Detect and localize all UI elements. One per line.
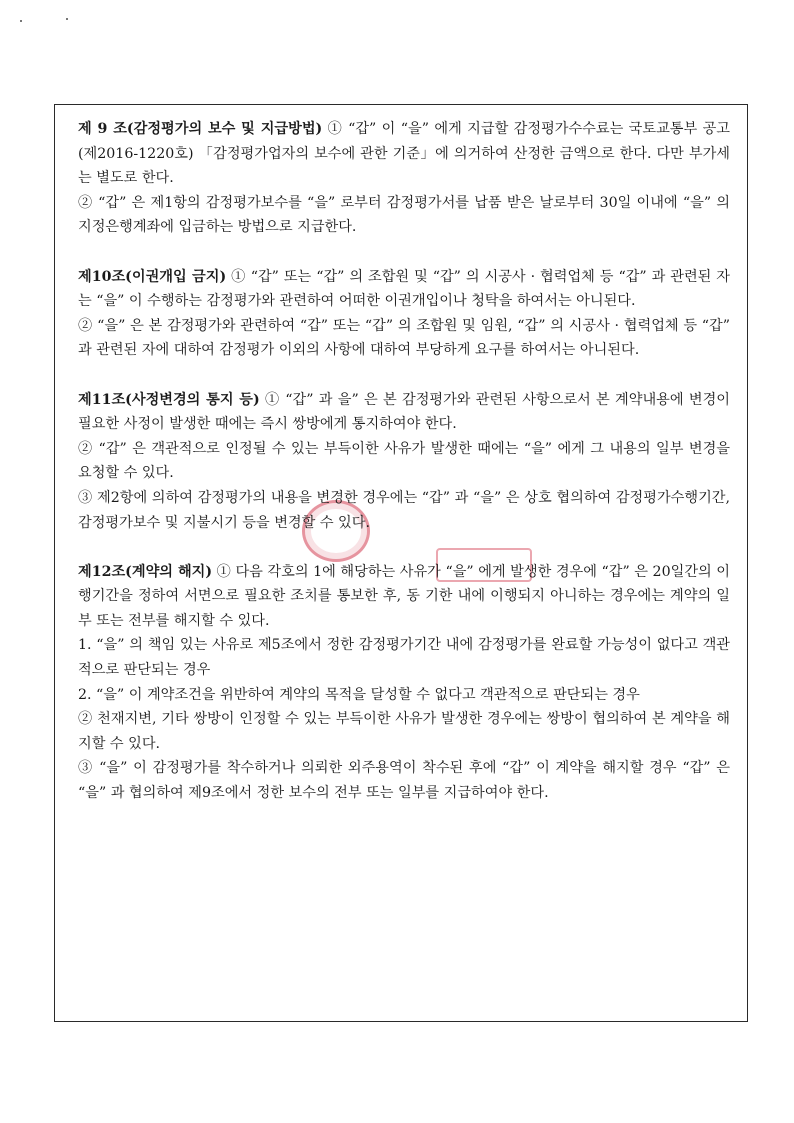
scan-speck — [20, 20, 22, 22]
article-paragraph: ② “을” 은 본 감정평가와 관련하여 “갑” 또는 “갑” 의 조합원 및 임원, “갑” 의 시공사 · 협력업체 등 “갑” 과 관련된 자에 대하여 감정평가 이외의 사항에 대하여 부당하게 요구를 하여서는 아니된다. — [78, 317, 730, 359]
article-12 — [78, 560, 730, 806]
article-paragraph: ② 천재지변, 기타 쌍방이 인정할 수 있는 부득이한 사유가 발생한 경우에는 쌍방이 협의하여 본 계약을 해지할 수 있다. — [78, 711, 730, 752]
article-paragraph: ③ 제2항에 의하여 감정평가의 내용을 변경한 경우에는 “갑” 과 “을” 은 상호 협의하여 감정평가수행기간, 감정평가보수 및 지불시기 등을 변경할 수 있다. — [78, 489, 730, 531]
article-paragraph: ③ “을” 이 감정평가를 착수하거나 의뢰한 외주용역이 착수된 후에 “갑” 이 계약을 해지할 경우 “갑” 은 “을” 과 협의하여 제9조에서 정한 보수의 전부 또는 일부를 지급하여야 한다. — [78, 760, 730, 802]
contract-body — [78, 117, 730, 830]
article-paragraph: 2. “을” 이 계약조건을 위반하여 계약의 목적을 달성할 수 없다고 객관적으로 판단되는 경우 — [78, 686, 640, 703]
article-heading: 제11조(사정변경의 통지 등) — [78, 391, 260, 408]
article-9 — [78, 117, 730, 240]
article-paragraph: ② “갑” 은 제1항의 감정평가보수를 “을” 로부터 감정평가서를 납품 받은 날로부터 30일 이내에 “을” 의 지정은행계좌에 입금하는 방법으로 지급한다. — [78, 194, 730, 236]
article-paragraph: ② “갑” 은 객관적으로 인정될 수 있는 부득이한 사유가 발생한 때에는 “을” 에게 그 내용의 일부 변경을 요청할 수 있다. — [78, 440, 730, 482]
article-paragraph: 제12조(계약의 해지) ① 다음 각호의 1에 해당하는 사유가 “을” 에게 발생한 경우에 “갑” 은 20일간의 이행기간을 정하여 서면으로 필요한 조치를 통보한 후, 동 기한 내에 이행되지 아니하는 경우에는 계약의 일부 또는 전부를 해지할 수 있다. — [78, 563, 730, 629]
scan-speck — [66, 18, 68, 20]
article-10 — [78, 265, 730, 363]
article-paragraph: 1. “을” 의 책임 있는 사유로 제5조에서 정한 감정평가기간 내에 감정평가를 완료할 가능성이 없다고 객관적으로 판단되는 경우 — [78, 637, 730, 679]
article-11 — [78, 388, 730, 536]
article-heading: 제 9 조(감정평가의 보수 및 지급방법) — [78, 121, 323, 137]
article-paragraph: 제11조(사정변경의 통지 등) ① “갑” 과 을” 은 본 감정평가와 관련된 사항으로서 본 계약내용에 변경이 필요한 사정이 발생한 때에는 즉시 쌍방에게 통지하여야 한다. — [78, 391, 730, 433]
article-heading: 제10조(이권개입 금지) — [78, 268, 227, 285]
article-heading: 제12조(계약의 해지) — [78, 563, 213, 580]
article-paragraph: 제10조(이권개입 금지) ① “갑” 또는 “갑” 의 조합원 및 “갑” 의 시공사 · 협력업체 등 “갑” 과 관련된 자는 “을” 이 수행하는 감정평가와 관련하여 어떠한 이권개입이나 청탁을 하여서는 아니된다. — [78, 268, 731, 310]
article-paragraph: 제 9 조(감정평가의 보수 및 지급방법) ① “갑” 이 “을” 에게 지급할 감정평가수수료는 국토교통부 공고(제2016-1220호) 「감정평가업자의 보수에 관한 기준」에 의거하여 산정한 금액으로 한다. 다만 부가세는 별도로 한다. — [78, 121, 731, 187]
